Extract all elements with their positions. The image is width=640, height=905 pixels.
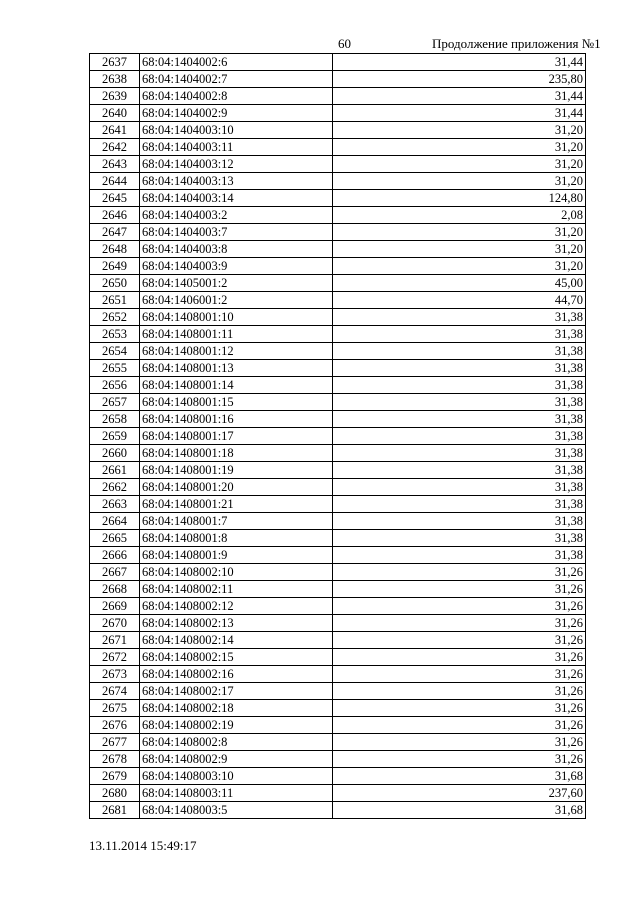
- value-cell: 31,26: [333, 564, 586, 581]
- cadastral-number-cell: 68:04:1408002:17: [140, 683, 333, 700]
- row-number-cell: 2674: [90, 683, 140, 700]
- row-number-cell: 2680: [90, 785, 140, 802]
- value-cell: 31,20: [333, 122, 586, 139]
- value-cell: 237,60: [333, 785, 586, 802]
- value-cell: 31,20: [333, 156, 586, 173]
- cadastral-number-cell: 68:04:1408001:8: [140, 530, 333, 547]
- cadastral-number-cell: 68:04:1404003:11: [140, 139, 333, 156]
- table-row: [90, 105, 586, 122]
- row-number-cell: 2672: [90, 649, 140, 666]
- value-cell: 31,26: [333, 632, 586, 649]
- value-cell: 31,20: [333, 173, 586, 190]
- table-row: [90, 428, 586, 445]
- table-row: [90, 173, 586, 190]
- table-row: [90, 71, 586, 88]
- row-number-cell: 2642: [90, 139, 140, 156]
- cadastral-number-cell: 68:04:1404002:9: [140, 105, 333, 122]
- table-row: [90, 326, 586, 343]
- value-cell: 31,38: [333, 343, 586, 360]
- row-number-cell: 2644: [90, 173, 140, 190]
- row-number-cell: 2665: [90, 530, 140, 547]
- value-cell: 31,38: [333, 411, 586, 428]
- table-row: [90, 802, 586, 819]
- row-number-cell: 2655: [90, 360, 140, 377]
- row-number-cell: 2651: [90, 292, 140, 309]
- value-cell: 31,38: [333, 326, 586, 343]
- table-row: [90, 683, 586, 700]
- row-number-cell: 2640: [90, 105, 140, 122]
- timestamp: 13.11.2014 15:49:17: [89, 838, 197, 853]
- value-cell: 31,38: [333, 496, 586, 513]
- value-cell: 31,20: [333, 258, 586, 275]
- value-cell: 45,00: [333, 275, 586, 292]
- table-row: [90, 751, 586, 768]
- table-row: [90, 632, 586, 649]
- value-cell: 31,20: [333, 139, 586, 156]
- value-cell: 31,26: [333, 751, 586, 768]
- table-row: [90, 530, 586, 547]
- value-cell: 31,38: [333, 513, 586, 530]
- value-cell: 31,38: [333, 309, 586, 326]
- value-cell: 31,44: [333, 88, 586, 105]
- row-number-cell: 2681: [90, 802, 140, 819]
- value-cell: 31,26: [333, 598, 586, 615]
- cadastral-number-cell: 68:04:1408001:11: [140, 326, 333, 343]
- value-cell: 31,26: [333, 666, 586, 683]
- row-number-cell: 2667: [90, 564, 140, 581]
- row-number-cell: 2671: [90, 632, 140, 649]
- value-cell: 31,38: [333, 360, 586, 377]
- row-number-cell: 2660: [90, 445, 140, 462]
- value-cell: 31,38: [333, 462, 586, 479]
- row-number-cell: 2675: [90, 700, 140, 717]
- cadastral-number-cell: 68:04:1405001:2: [140, 275, 333, 292]
- table-row: [90, 224, 586, 241]
- table-row: [90, 207, 586, 224]
- value-cell: 31,38: [333, 377, 586, 394]
- table-row: [90, 768, 586, 785]
- cadastral-number-cell: 68:04:1408001:16: [140, 411, 333, 428]
- appendix-title: Продолжение приложения №1: [432, 36, 601, 51]
- table-row: [90, 292, 586, 309]
- row-number-cell: 2678: [90, 751, 140, 768]
- table-row: [90, 122, 586, 139]
- row-number-cell: 2647: [90, 224, 140, 241]
- cadastral-number-cell: 68:04:1404002:7: [140, 71, 333, 88]
- cadastral-number-cell: 68:04:1404002:8: [140, 88, 333, 105]
- value-cell: 235,80: [333, 71, 586, 88]
- table-row: [90, 496, 586, 513]
- value-cell: 31,38: [333, 547, 586, 564]
- value-cell: 31,44: [333, 54, 586, 71]
- cadastral-number-cell: 68:04:1404003:8: [140, 241, 333, 258]
- cadastral-number-cell: 68:04:1406001:2: [140, 292, 333, 309]
- table-row: [90, 649, 586, 666]
- value-cell: 31,38: [333, 394, 586, 411]
- value-cell: 31,38: [333, 530, 586, 547]
- row-number-cell: 2643: [90, 156, 140, 173]
- cadastral-number-cell: 68:04:1408001:15: [140, 394, 333, 411]
- cadastral-number-cell: 68:04:1404003:14: [140, 190, 333, 207]
- table-row: [90, 54, 586, 71]
- cadastral-number-cell: 68:04:1408002:14: [140, 632, 333, 649]
- table-row: [90, 785, 586, 802]
- cadastral-number-cell: 68:04:1408003:10: [140, 768, 333, 785]
- cadastral-number-cell: 68:04:1408001:10: [140, 309, 333, 326]
- data-table: [89, 53, 586, 819]
- cadastral-number-cell: 68:04:1408001:13: [140, 360, 333, 377]
- table-row: [90, 241, 586, 258]
- cadastral-number-cell: 68:04:1408002:15: [140, 649, 333, 666]
- cadastral-number-cell: 68:04:1404003:9: [140, 258, 333, 275]
- row-number-cell: 2662: [90, 479, 140, 496]
- row-number-cell: 2664: [90, 513, 140, 530]
- value-cell: 31,20: [333, 241, 586, 258]
- row-number-cell: 2679: [90, 768, 140, 785]
- row-number-cell: 2649: [90, 258, 140, 275]
- cadastral-number-cell: 68:04:1408002:13: [140, 615, 333, 632]
- value-cell: 31,26: [333, 615, 586, 632]
- table-row: [90, 717, 586, 734]
- value-cell: 31,26: [333, 683, 586, 700]
- value-cell: 44,70: [333, 292, 586, 309]
- table-row: [90, 360, 586, 377]
- cadastral-number-cell: 68:04:1408003:11: [140, 785, 333, 802]
- row-number-cell: 2673: [90, 666, 140, 683]
- row-number-cell: 2666: [90, 547, 140, 564]
- cadastral-number-cell: 68:04:1408001:20: [140, 479, 333, 496]
- table-row: [90, 88, 586, 105]
- cadastral-number-cell: 68:04:1408001:12: [140, 343, 333, 360]
- row-number-cell: 2657: [90, 394, 140, 411]
- cadastral-number-cell: 68:04:1408002:10: [140, 564, 333, 581]
- cadastral-number-cell: 68:04:1408001:17: [140, 428, 333, 445]
- cadastral-number-cell: 68:04:1408002:16: [140, 666, 333, 683]
- cadastral-number-cell: 68:04:1408001:21: [140, 496, 333, 513]
- value-cell: 31,26: [333, 581, 586, 598]
- table-row: [90, 156, 586, 173]
- cadastral-number-cell: 68:04:1404003:7: [140, 224, 333, 241]
- row-number-cell: 2676: [90, 717, 140, 734]
- value-cell: 31,38: [333, 428, 586, 445]
- row-number-cell: 2639: [90, 88, 140, 105]
- table-row: [90, 666, 586, 683]
- cadastral-number-cell: 68:04:1408002:11: [140, 581, 333, 598]
- cadastral-number-cell: 68:04:1408001:18: [140, 445, 333, 462]
- cadastral-number-cell: 68:04:1404003:13: [140, 173, 333, 190]
- table-row: [90, 309, 586, 326]
- cadastral-number-cell: 68:04:1404003:10: [140, 122, 333, 139]
- row-number-cell: 2650: [90, 275, 140, 292]
- table-row: [90, 513, 586, 530]
- cadastral-number-cell: 68:04:1408001:19: [140, 462, 333, 479]
- cadastral-number-cell: 68:04:1404003:12: [140, 156, 333, 173]
- row-number-cell: 2669: [90, 598, 140, 615]
- table-row: [90, 139, 586, 156]
- table-row: [90, 258, 586, 275]
- row-number-cell: 2637: [90, 54, 140, 71]
- cadastral-number-cell: 68:04:1408002:18: [140, 700, 333, 717]
- row-number-cell: 2646: [90, 207, 140, 224]
- cadastral-number-cell: 68:04:1408002:12: [140, 598, 333, 615]
- row-number-cell: 2670: [90, 615, 140, 632]
- row-number-cell: 2648: [90, 241, 140, 258]
- row-number-cell: 2658: [90, 411, 140, 428]
- value-cell: 31,38: [333, 445, 586, 462]
- cadastral-number-cell: 68:04:1408001:14: [140, 377, 333, 394]
- cadastral-number-cell: 68:04:1408003:5: [140, 802, 333, 819]
- table-row: [90, 615, 586, 632]
- table-row: [90, 377, 586, 394]
- table-row: [90, 445, 586, 462]
- table-row: [90, 411, 586, 428]
- row-number-cell: 2677: [90, 734, 140, 751]
- table-row: [90, 734, 586, 751]
- table-row: [90, 547, 586, 564]
- table-row: [90, 343, 586, 360]
- row-number-cell: 2659: [90, 428, 140, 445]
- table-row: [90, 564, 586, 581]
- row-number-cell: 2653: [90, 326, 140, 343]
- row-number-cell: 2663: [90, 496, 140, 513]
- cadastral-number-cell: 68:04:1404003:2: [140, 207, 333, 224]
- cadastral-number-cell: 68:04:1408002:19: [140, 717, 333, 734]
- value-cell: 2,08: [333, 207, 586, 224]
- page-number: 60: [338, 36, 351, 51]
- table-row: [90, 394, 586, 411]
- row-number-cell: 2645: [90, 190, 140, 207]
- value-cell: 31,26: [333, 717, 586, 734]
- row-number-cell: 2641: [90, 122, 140, 139]
- cadastral-number-cell: 68:04:1408002:9: [140, 751, 333, 768]
- table-row: [90, 581, 586, 598]
- table-row: [90, 462, 586, 479]
- table-row: [90, 190, 586, 207]
- cadastral-number-cell: 68:04:1408001:7: [140, 513, 333, 530]
- row-number-cell: 2638: [90, 71, 140, 88]
- row-number-cell: 2661: [90, 462, 140, 479]
- row-number-cell: 2668: [90, 581, 140, 598]
- value-cell: 31,44: [333, 105, 586, 122]
- cadastral-number-cell: 68:04:1408002:8: [140, 734, 333, 751]
- table-body: [90, 54, 586, 819]
- row-number-cell: 2654: [90, 343, 140, 360]
- table-row: [90, 479, 586, 496]
- value-cell: 31,26: [333, 649, 586, 666]
- value-cell: 31,20: [333, 224, 586, 241]
- table-row: [90, 598, 586, 615]
- value-cell: 31,38: [333, 479, 586, 496]
- value-cell: 31,26: [333, 734, 586, 751]
- value-cell: 31,68: [333, 768, 586, 785]
- cadastral-number-cell: 68:04:1408001:9: [140, 547, 333, 564]
- row-number-cell: 2656: [90, 377, 140, 394]
- table-row: [90, 275, 586, 292]
- value-cell: 31,26: [333, 700, 586, 717]
- cadastral-number-cell: 68:04:1404002:6: [140, 54, 333, 71]
- value-cell: 124,80: [333, 190, 586, 207]
- value-cell: 31,68: [333, 802, 586, 819]
- table-row: [90, 700, 586, 717]
- row-number-cell: 2652: [90, 309, 140, 326]
